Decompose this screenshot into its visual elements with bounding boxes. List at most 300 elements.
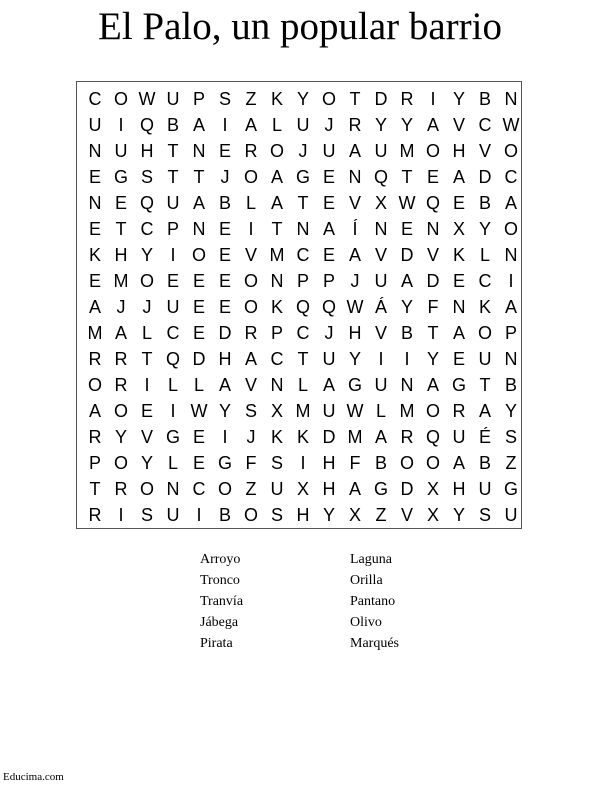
grid-letter: K <box>270 297 283 317</box>
grid-letter: C <box>88 89 102 109</box>
grid-letter: O <box>477 323 492 343</box>
grid-letter: V <box>244 245 257 265</box>
grid-letter: E <box>192 271 205 291</box>
grid-letter: I <box>170 245 176 265</box>
grid-letter: N <box>504 89 518 109</box>
grid-letter: R <box>348 115 362 135</box>
grid-letter: E <box>192 453 205 473</box>
grid-letter: K <box>270 427 283 447</box>
grid-letter: E <box>114 193 127 213</box>
grid-letter: R <box>88 349 102 369</box>
grid-letter: K <box>478 297 491 317</box>
grid-letter: M <box>295 401 311 421</box>
grid-letter: J <box>324 115 334 135</box>
grid-letter: E <box>218 271 231 291</box>
grid-letter: X <box>296 479 309 499</box>
grid-letter: R <box>400 427 414 447</box>
grid-letter: J <box>350 271 360 291</box>
grid-letter: S <box>270 505 283 525</box>
word-item: Pirata <box>200 636 233 651</box>
grid-letter: D <box>400 245 414 265</box>
grid-letter: P <box>270 323 283 343</box>
grid-letter: A <box>270 167 283 187</box>
grid-letter: A <box>348 141 361 161</box>
grid-letter: O <box>243 505 258 525</box>
grid-letter: T <box>167 141 179 161</box>
grid-letter: Q <box>425 193 440 213</box>
grid-letter: U <box>374 141 388 161</box>
grid-letter: P <box>192 89 205 109</box>
grid-letter: T <box>167 167 179 187</box>
grid-letter: M <box>399 141 415 161</box>
grid-letter: G <box>347 375 362 395</box>
grid-letter: L <box>141 323 152 343</box>
grid-letter: P <box>88 453 101 473</box>
grid-letter: U <box>166 297 180 317</box>
grid-letter: I <box>118 115 124 135</box>
grid-letter: E <box>400 219 413 239</box>
grid-letter: D <box>218 323 232 343</box>
grid-letter: R <box>244 323 258 343</box>
grid-letter: P <box>504 323 517 343</box>
grid-letter: N <box>270 375 284 395</box>
grid-letter: O <box>191 245 206 265</box>
word-item: Tranvía <box>200 594 244 609</box>
grid-letter: S <box>218 89 231 109</box>
grid-letter: Z <box>375 505 387 525</box>
grid-letter: V <box>140 427 153 447</box>
grid-letter: R <box>114 375 128 395</box>
grid-letter: N <box>192 219 206 239</box>
grid-letter: U <box>452 427 466 447</box>
grid-letter: P <box>322 271 335 291</box>
grid-letter: Á <box>374 297 387 317</box>
grid-letter: E <box>192 297 205 317</box>
grid-letter: M <box>113 271 129 291</box>
grid-letter: X <box>270 401 283 421</box>
grid-letter: N <box>88 141 102 161</box>
grid-letter: L <box>167 375 178 395</box>
grid-letter: A <box>114 323 127 343</box>
grid-letter: L <box>271 115 282 135</box>
grid-letter: Q <box>425 427 440 447</box>
word-item: Olivo <box>350 615 382 630</box>
grid-letter: N <box>270 271 284 291</box>
grid-letter: A <box>452 167 465 187</box>
grid-letter: K <box>452 245 465 265</box>
word-item: Laguna <box>350 552 392 567</box>
grid-letter: C <box>478 271 492 291</box>
grid-letter: R <box>114 479 128 499</box>
grid-letter: H <box>322 453 336 473</box>
grid-letter: T <box>141 349 153 369</box>
grid-letter: B <box>478 89 491 109</box>
grid-letter: I <box>222 427 228 447</box>
grid-letter: U <box>296 115 310 135</box>
grid-letter: H <box>114 245 128 265</box>
grid-letter: O <box>139 479 154 499</box>
grid-letter: H <box>322 479 336 499</box>
grid-letter: E <box>88 219 101 239</box>
grid-letter: E <box>218 297 231 317</box>
grid-letter: R <box>88 505 102 525</box>
grid-letter: B <box>478 453 491 473</box>
grid-letter: N <box>166 479 180 499</box>
grid-letter: B <box>218 505 231 525</box>
grid-letter: L <box>167 453 178 473</box>
grid-letter: C <box>296 245 310 265</box>
grid-letter: B <box>504 375 517 395</box>
word-item: Tronco <box>200 573 240 588</box>
grid-letter: Y <box>140 453 153 473</box>
grid-letter: I <box>430 89 436 109</box>
grid-letter: Í <box>352 219 358 239</box>
grid-letter: O <box>425 401 440 421</box>
grid-letter: K <box>88 245 101 265</box>
grid-letter: T <box>297 193 309 213</box>
grid-letter: A <box>218 375 231 395</box>
grid-letter: U <box>166 193 180 213</box>
grid-letter: A <box>400 271 413 291</box>
footer-credit: Educima.com <box>3 771 64 783</box>
grid-letter: M <box>347 427 363 447</box>
grid-letter: E <box>452 271 465 291</box>
grid-letter: U <box>478 349 492 369</box>
grid-letter: E <box>140 401 153 421</box>
grid-letter: A <box>322 375 335 395</box>
grid-letter: B <box>218 193 231 213</box>
grid-letter: V <box>426 245 439 265</box>
grid-letter: G <box>373 479 388 499</box>
grid-letter: I <box>196 505 202 525</box>
grid-letter: C <box>478 115 492 135</box>
grid-letter: N <box>504 245 518 265</box>
grid-letter: F <box>427 297 439 317</box>
grid-letter: T <box>271 219 283 239</box>
grid-letter: A <box>348 245 361 265</box>
word-list-right <box>350 549 399 654</box>
grid-letter: I <box>378 349 384 369</box>
grid-letter: E <box>322 193 335 213</box>
grid-letter: J <box>116 297 126 317</box>
grid-letter: F <box>245 453 257 473</box>
grid-letter: T <box>349 89 361 109</box>
grid-letter: R <box>88 427 102 447</box>
word-item: Pantano <box>350 594 396 609</box>
grid-letter: O <box>217 479 232 499</box>
grid-letter: A <box>192 193 205 213</box>
grid-letter: G <box>113 167 128 187</box>
grid-letter: U <box>478 479 492 499</box>
grid-letter: O <box>503 219 518 239</box>
grid-letter: Q <box>295 297 310 317</box>
grid-letter: A <box>504 297 517 317</box>
grid-letter: Y <box>400 297 413 317</box>
grid-letter: Q <box>373 167 388 187</box>
grid-letter: I <box>404 349 410 369</box>
grid-letter: A <box>244 115 257 135</box>
grid-letter: V <box>452 115 465 135</box>
grid-letter: T <box>479 375 491 395</box>
grid-letter: E <box>452 193 465 213</box>
grid-letter: U <box>374 375 388 395</box>
grid-letter: O <box>243 167 258 187</box>
word-list-left <box>200 549 243 654</box>
grid-letter: V <box>348 193 361 213</box>
grid-letter: A <box>374 427 387 447</box>
grid-letter: Y <box>478 219 491 239</box>
grid-letter: Z <box>245 89 257 109</box>
grid-letter: Y <box>452 505 465 525</box>
grid-letter: Y <box>426 349 439 369</box>
grid-letter: H <box>452 141 466 161</box>
grid-letter: I <box>144 375 150 395</box>
grid-letter: N <box>374 219 388 239</box>
grid-letter: N <box>452 297 466 317</box>
grid-letter: P <box>296 271 309 291</box>
grid-letter: A <box>88 401 101 421</box>
grid-letter: R <box>244 141 258 161</box>
grid-letter: I <box>300 453 306 473</box>
word-item: Marqués <box>350 636 399 651</box>
grid-letter: L <box>193 375 204 395</box>
grid-letter: G <box>451 375 466 395</box>
grid-letter: H <box>452 479 466 499</box>
grid-letter: A <box>504 193 517 213</box>
grid-letter: A <box>452 323 465 343</box>
grid-letter: S <box>270 453 283 473</box>
grid-letter: E <box>192 427 205 447</box>
grid-letter: V <box>374 245 387 265</box>
grid-letter: T <box>427 323 439 343</box>
grid-letter: T <box>297 349 309 369</box>
grid-letter: Y <box>114 427 127 447</box>
grid-letter: B <box>374 453 387 473</box>
grid-letter: S <box>140 505 153 525</box>
grid-letter: N <box>504 349 518 369</box>
grid-letter: C <box>504 167 518 187</box>
grid-letter: X <box>426 479 439 499</box>
grid-letter: I <box>222 115 228 135</box>
grid-letter: U <box>504 505 518 525</box>
grid-letter: N <box>400 375 414 395</box>
grid-letter: N <box>88 193 102 213</box>
grid-letter: Y <box>400 115 413 135</box>
grid-letter: E <box>88 271 101 291</box>
grid-letter: A <box>88 297 101 317</box>
grid-letter: H <box>140 141 154 161</box>
grid-letter: U <box>322 401 336 421</box>
grid-letter: U <box>166 89 180 109</box>
grid-letter: M <box>269 245 285 265</box>
grid-letter: W <box>190 401 208 421</box>
grid-letter: E <box>322 167 335 187</box>
grid-letter: O <box>113 453 128 473</box>
word-item: Jábega <box>200 615 239 630</box>
grid-letter: E <box>88 167 101 187</box>
grid-letter: Y <box>218 401 231 421</box>
grid-letter: L <box>375 401 386 421</box>
grid-letter: E <box>218 141 231 161</box>
grid-letter: C <box>192 479 206 499</box>
grid-letter: O <box>243 297 258 317</box>
grid-letter: E <box>218 219 231 239</box>
grid-letter: J <box>246 427 256 447</box>
grid-letter: W <box>346 297 364 317</box>
grid-letter: J <box>324 323 334 343</box>
grid-letter: Y <box>504 401 517 421</box>
grid-letter: C <box>140 219 154 239</box>
grid-letter: N <box>426 219 440 239</box>
grid-letter: S <box>478 505 491 525</box>
grid-letter: A <box>426 375 439 395</box>
grid-letter: M <box>399 401 415 421</box>
grid-letter: V <box>244 375 257 395</box>
grid-letter: B <box>166 115 179 135</box>
grid-letter: Z <box>505 453 517 473</box>
grid-letter: Q <box>139 115 154 135</box>
grid-letter: V <box>400 505 413 525</box>
grid-letter: Z <box>245 479 257 499</box>
grid-letter: E <box>452 349 465 369</box>
word-search-grid <box>76 81 522 529</box>
grid-letter: Y <box>348 349 361 369</box>
grid-letter: E <box>166 271 179 291</box>
grid-letter: J <box>220 167 230 187</box>
grid-letter: Q <box>165 349 180 369</box>
grid-letter: U <box>166 505 180 525</box>
grid-letter: T <box>115 219 127 239</box>
grid-letter: P <box>166 219 179 239</box>
grid-letter: F <box>349 453 361 473</box>
grid-letter: L <box>245 193 256 213</box>
grid-letter: Q <box>321 297 336 317</box>
grid-letter: A <box>478 401 491 421</box>
grid-letter: Y <box>296 89 309 109</box>
grid-letter: J <box>142 297 152 317</box>
grid-letter: V <box>374 323 387 343</box>
grid-letter: H <box>296 505 310 525</box>
grid-letter: T <box>401 167 413 187</box>
grid-letter: R <box>452 401 466 421</box>
grid-letter: W <box>398 193 416 213</box>
grid-letter: L <box>479 245 490 265</box>
grid-letter: A <box>348 479 361 499</box>
grid-letter: U <box>114 141 128 161</box>
grid-letter: R <box>400 89 414 109</box>
grid-letter: Q <box>139 193 154 213</box>
grid-letter: Y <box>374 115 387 135</box>
grid-letter: T <box>193 167 205 187</box>
grid-letter: A <box>426 115 439 135</box>
grid-letter: A <box>244 349 257 369</box>
grid-letter: I <box>170 401 176 421</box>
grid-letter: R <box>114 349 128 369</box>
grid-letter: O <box>113 401 128 421</box>
grid-letter: W <box>346 401 364 421</box>
grid-letter: D <box>426 271 440 291</box>
grid-letter: H <box>218 349 232 369</box>
grid-letter: X <box>452 219 465 239</box>
grid-letter: G <box>295 167 310 187</box>
grid-letter: E <box>322 245 335 265</box>
grid-letter: O <box>399 453 414 473</box>
grid-letter: J <box>298 141 308 161</box>
grid-letter: C <box>166 323 180 343</box>
grid-letter: E <box>192 323 205 343</box>
grid-letter: I <box>508 271 514 291</box>
grid-letter: O <box>425 453 440 473</box>
grid-letter: O <box>425 141 440 161</box>
grid-letter: D <box>374 89 388 109</box>
grid-letter: U <box>374 271 388 291</box>
grid-letter: U <box>322 349 336 369</box>
grid-letter: L <box>297 375 308 395</box>
grid-letter: W <box>502 115 520 135</box>
grid-letter: Y <box>322 505 335 525</box>
page-title: El Palo, un popular barrio <box>98 5 502 48</box>
grid-letter: O <box>503 141 518 161</box>
grid-letter: U <box>322 141 336 161</box>
grid-letter: A <box>192 115 205 135</box>
word-item: Orilla <box>350 573 383 588</box>
grid-letter: Y <box>140 245 153 265</box>
grid-letter: K <box>270 89 283 109</box>
grid-letter: C <box>296 323 310 343</box>
grid-letter: C <box>270 349 284 369</box>
grid-letter: I <box>118 505 124 525</box>
grid-letter: B <box>400 323 413 343</box>
grid-letter: K <box>296 427 309 447</box>
grid-letter: D <box>400 479 414 499</box>
grid-letter: X <box>374 193 387 213</box>
grid-letter: G <box>503 479 518 499</box>
word-item: Arroyo <box>200 552 241 567</box>
grid-letter: E <box>218 245 231 265</box>
grid-letter: H <box>348 323 362 343</box>
grid-letter: X <box>348 505 361 525</box>
grid-letter: A <box>270 193 283 213</box>
grid-letter: S <box>244 401 257 421</box>
grid-letter: G <box>165 427 180 447</box>
grid-letter: T <box>89 479 101 499</box>
grid-letter: O <box>139 271 154 291</box>
grid-letter: D <box>192 349 206 369</box>
grid-letter: O <box>269 141 284 161</box>
grid-letter: N <box>348 167 362 187</box>
grid-letter: I <box>248 219 254 239</box>
grid-letter: A <box>322 219 335 239</box>
grid-letter: N <box>296 219 310 239</box>
grid-letter: O <box>321 89 336 109</box>
grid-letter: D <box>478 167 492 187</box>
grid-letter: D <box>322 427 336 447</box>
grid-letter: M <box>87 323 103 343</box>
grid-letter: U <box>270 479 284 499</box>
grid-letter: A <box>452 453 465 473</box>
grid-letter: G <box>217 453 232 473</box>
grid-letter: S <box>140 167 153 187</box>
grid-letter: É <box>478 427 491 447</box>
grid-letter: O <box>243 271 258 291</box>
grid-letter: Y <box>452 89 465 109</box>
grid-letter: X <box>426 505 439 525</box>
grid-letter: S <box>504 427 517 447</box>
grid-letter: E <box>426 167 439 187</box>
grid-letter: V <box>478 141 491 161</box>
grid-letter: B <box>478 193 491 213</box>
grid-letter: U <box>88 115 102 135</box>
